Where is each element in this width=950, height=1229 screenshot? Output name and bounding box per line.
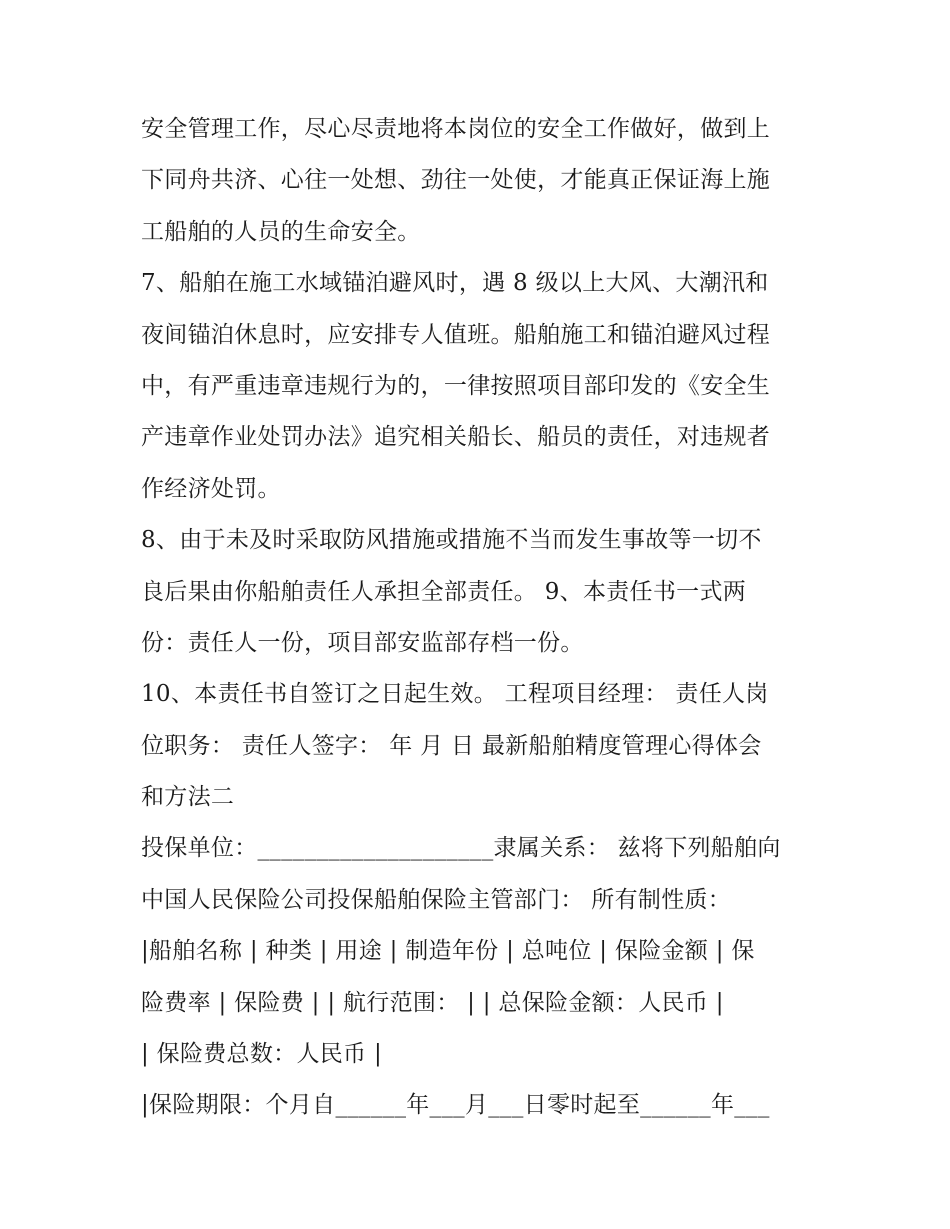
text-line: 中国人民保险公司投保船舶保险主管部门： 所有制性质：	[141, 886, 732, 913]
text-line: |保险期限：个月自______年___月___日零时起至______年___	[141, 1092, 770, 1119]
text-line: 险费率 | 保险费 | | 航行范围： | | 总保险金额：人民币 |	[141, 989, 724, 1016]
text-line: 位职务： 责任人签字： 年 月 日 最新船舶精度管理心得体会	[141, 732, 762, 759]
document-body	[141, 104, 821, 1132]
text-line: 安全管理工作，尽心尽责地将本岗位的安全工作做好，做到上	[141, 116, 771, 142]
text-line: 产违章作业处罚办法》追究相关船长、船员的责任，对违规者	[141, 424, 771, 451]
text-line: 10、本责任书自签订之日起生效。 工程项目经理： 责任人岗	[141, 681, 769, 708]
text-line: 良后果由你船舶责任人承担全部责任。 9、本责任书一式两	[141, 578, 747, 605]
text-line: 夜间锚泊休息时，应安排专人值班。船舶施工和锚泊避风过程	[141, 321, 771, 348]
text-line: 7、船舶在施工水域锚泊避风时，遇 8 级以上大风、大潮汛和	[141, 270, 769, 297]
text-line: 中，有严重违章违规行为的，一律按照项目部印发的《安全生	[141, 372, 771, 399]
text-line: 工船舶的人员的生命安全。	[141, 218, 421, 245]
text-line: | 保险费总数：人民币 |	[141, 1041, 383, 1068]
text-line: 下同舟共济、心往一处想、劲往一处使，才能真正保证海上施	[141, 167, 771, 194]
text-line: 8、由于未及时采取防风措施或措施不当而发生事故等一切不	[141, 527, 762, 554]
text-line: |船舶名称 | 种类 | 用途 | 制造年份 | 总吨位 | 保险金额 | 保	[141, 938, 755, 965]
text-line: 份：责任人一份，项目部安监部存档一份。	[141, 629, 584, 656]
text-line: 投保单位：____________________隶属关系： 兹将下列船舶向	[141, 835, 781, 862]
text-line: 和方法二	[141, 784, 235, 811]
text-line: 作经济处罚。	[141, 475, 281, 502]
